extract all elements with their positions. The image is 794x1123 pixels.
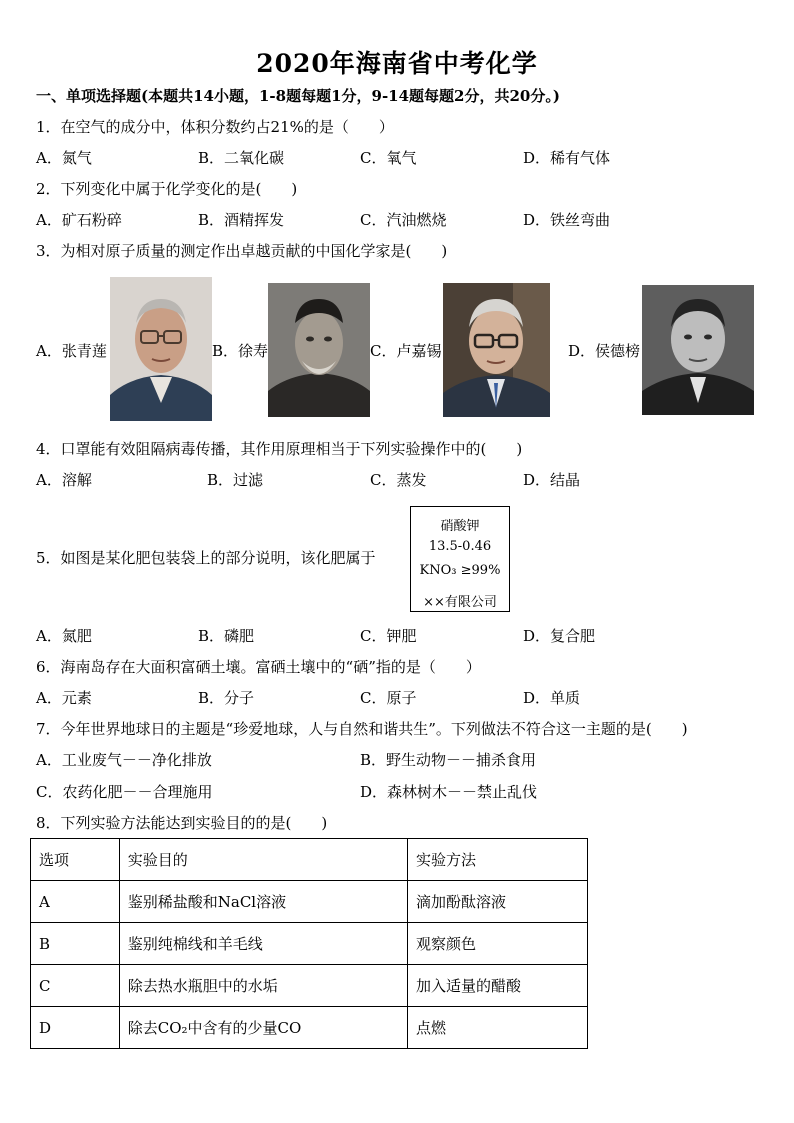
q2-option-b: B．酒精挥发 [198, 211, 285, 229]
q5-option-a: A．氮肥 [36, 627, 92, 645]
portrait-lu-jiaxi [443, 283, 550, 417]
question-7-stem: 7．今年世界地球日的主题是“珍爱地球，人与自然和谐共生”。下列做法不符合这一主题的是( ) [36, 720, 688, 738]
table-header-cell: 选项 [31, 839, 120, 881]
table-cell: 鉴别纯棉线和羊毛线 [119, 923, 407, 965]
experiment-table [30, 838, 588, 1049]
fertilizer-company: ××有限公司 [423, 595, 497, 610]
portrait-hou-debang [642, 285, 754, 415]
table-cell: 加入适量的醋酸 [407, 965, 587, 1007]
section-heading: 一、单项选择题(本题共14小题，1-8题每题1分，9-14题每题2分，共20分。) [36, 87, 560, 105]
q7-option-c: C．农药化肥－－合理施用 [36, 783, 213, 801]
question-4-stem: 4．口罩能有效阻隔病毒传播，其作用原理相当于下列实验操作中的( ) [36, 440, 523, 458]
q6-option-d: D．单质 [523, 689, 581, 707]
q1-option-c: C．氧气 [360, 149, 417, 167]
table-header-cell: 实验目的 [119, 839, 407, 881]
question-3-stem: 3．为相对原子质量的测定作出卓越贡献的中国化学家是( ) [36, 242, 448, 260]
portrait-xu-shou [268, 283, 370, 417]
table-row [31, 923, 588, 965]
q5-option-d: D．复合肥 [523, 627, 596, 645]
q1-option-d: D．稀有气体 [523, 149, 611, 167]
table-cell: 除去热水瓶胆中的水垢 [119, 965, 407, 1007]
table-cell: A [31, 881, 120, 923]
portrait-zhang-qinglian [110, 277, 212, 421]
table-cell: 除去CO₂中含有的少量CO [119, 1007, 407, 1049]
q3-option-a: A．张青莲 [36, 342, 107, 360]
question-5-stem: 5．如图是某化肥包装袋上的部分说明，该化肥属于 [36, 549, 376, 567]
q2-option-a: A．矿石粉碎 [36, 211, 122, 229]
q7-option-d: D．森林树木－－禁止乱伐 [360, 783, 538, 801]
table-cell: D [31, 1007, 120, 1049]
q7-option-a: A．工业废气－－净化排放 [36, 751, 212, 769]
fertilizer-formula: KNO₃ ≥99% [419, 563, 501, 578]
fertilizer-name: 硝酸钾 [440, 519, 480, 534]
table-cell: B [31, 923, 120, 965]
q5-option-b: B．磷肥 [198, 627, 255, 645]
q6-option-b: B．分子 [198, 689, 255, 707]
q3-option-b: B．徐寿 [212, 342, 269, 360]
table-cell: C [31, 965, 120, 1007]
table-cell: 观察颜色 [407, 923, 587, 965]
q2-option-d: D．铁丝弯曲 [523, 211, 611, 229]
table-row [31, 1007, 588, 1049]
page-title: 2020年海南省中考化学 [256, 49, 538, 78]
q4-option-d: D．结晶 [523, 471, 581, 489]
q3-option-d: D．侯德榜 [568, 342, 641, 360]
table-cell: 点燃 [407, 1007, 587, 1049]
question-6-stem: 6．海南岛存在大面积富硒土壤。富硒土壤中的“硒”指的是（ ） [36, 658, 481, 676]
table-cell: 滴加酚酞溶液 [407, 881, 587, 923]
q6-option-c: C．原子 [360, 689, 417, 707]
table-row [31, 965, 588, 1007]
q2-option-c: C．汽油燃烧 [360, 211, 447, 229]
fertilizer-spec: 13.5-0.46 [428, 539, 492, 554]
q4-option-b: B．过滤 [207, 471, 264, 489]
table-cell: 鉴别稀盐酸和NaCl溶液 [119, 881, 407, 923]
question-8-stem: 8．下列实验方法能达到实验目的的是( ) [36, 814, 328, 832]
table-row [31, 881, 588, 923]
question-1-stem: 1．在空气的成分中，体积分数约占21%的是（ ） [36, 118, 394, 136]
question-2-stem: 2．下列变化中属于化学变化的是( ) [36, 180, 298, 198]
q4-option-c: C．蒸发 [370, 471, 427, 489]
q3-option-c: C．卢嘉锡 [370, 342, 442, 360]
q7-option-b: B．野生动物－－捕杀食用 [360, 751, 537, 769]
table-header-cell: 实验方法 [407, 839, 587, 881]
fertilizer-label [410, 506, 510, 612]
q1-option-a: A．氮气 [36, 149, 92, 167]
q5-option-c: C．钾肥 [360, 627, 417, 645]
table-header-row [31, 839, 588, 881]
q1-option-b: B．二氧化碳 [198, 149, 285, 167]
q6-option-a: A．元素 [36, 689, 92, 707]
q4-option-a: A．溶解 [36, 471, 92, 489]
